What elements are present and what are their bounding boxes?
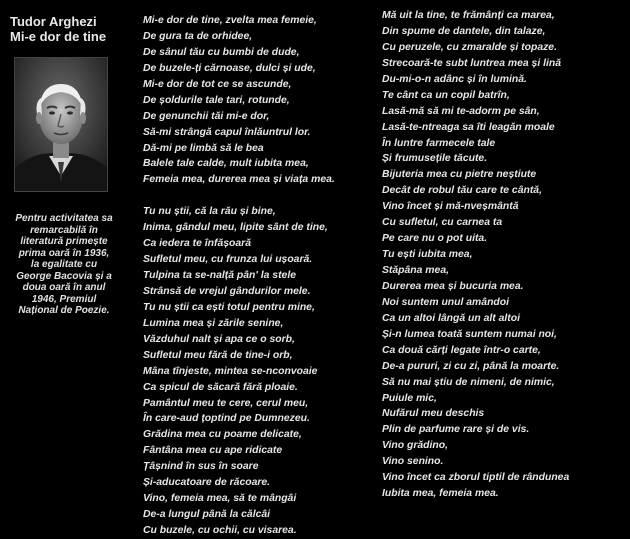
poem-line: Puiule mic, bbox=[382, 392, 437, 404]
poem-line: Nufărul meu deschis bbox=[382, 408, 485, 420]
poem-line: Lumina mea și zările senine, bbox=[143, 317, 284, 329]
poem-line: De sânul tău cu bumbi de dude, bbox=[143, 46, 300, 58]
poem-line: Mâna tînjeste, mintea se-nconvoaie bbox=[143, 365, 318, 377]
poem-line: Tu ești iubita mea, bbox=[382, 249, 473, 261]
poem-line: Balele tale calde, mult iubita mea, bbox=[143, 158, 309, 170]
poem-line: Mi-e dor de tine, zvelta mea femeie, bbox=[143, 15, 317, 26]
poem-line: Și-n lumea toată suntem numai noi, bbox=[382, 328, 557, 340]
poem-line: Cu buzele, cu ochii, cu visarea. bbox=[143, 525, 297, 536]
portrait-image bbox=[15, 58, 107, 191]
poem-line: Te cânt ca un copil batrîn, bbox=[382, 89, 510, 101]
caption-line: remarcabilă în bbox=[30, 224, 98, 236]
poem-line: Noi suntem unul amândoi bbox=[382, 296, 510, 308]
poem-line: Vino, femeia mea, să te mângâi bbox=[143, 493, 297, 505]
poem-line: Vino încet și mă-nveșmântă bbox=[382, 201, 519, 213]
poem-line: Lasă-te-ntreaga sa îti leagăn moale bbox=[382, 121, 555, 133]
poem-line: De-a pururi, zi cu zi, până la moarte. bbox=[382, 360, 560, 372]
poem-column-2 bbox=[382, 8, 569, 502]
poem-line: Plin de parfume rare și de vis. bbox=[382, 424, 530, 436]
poem-line: De buzele-ți cărnoase, dulci și ude, bbox=[143, 62, 316, 74]
caption-line: literatură primește bbox=[20, 236, 108, 247]
poem-line: Ca spicul de săcară fără ploaie. bbox=[143, 381, 298, 393]
poem-line: Cu peruzele, cu zmaralde și topaze. bbox=[382, 41, 557, 53]
poem-line: Femeia mea, durerea mea și viața mea. bbox=[143, 174, 335, 186]
poem-line: Dă-mi pe limbă să le bea bbox=[143, 142, 264, 154]
poem-line: Bijuteria mea cu pietre neștiute bbox=[382, 169, 537, 181]
poem-line: Strânsă de vrejul gândurilor mele. bbox=[143, 285, 311, 297]
stanza-break bbox=[143, 188, 335, 204]
poem-line: Inima, gândul meu, lipite sânt de tine, bbox=[143, 222, 328, 234]
poem-line: Să-mi strângă capul înlăuntrul lor. bbox=[143, 126, 311, 138]
poem-line: Ca două cărți legate într-o carte, bbox=[382, 344, 541, 356]
poem-line: Stăpâna mea, bbox=[382, 265, 449, 276]
poem-line: Din spume de dantele, din talaze, bbox=[382, 25, 546, 37]
caption-line: doua oară în anul bbox=[22, 282, 106, 293]
poem-line: Iubita mea, femeia mea. bbox=[382, 488, 499, 500]
poem-line: Strecoară-te subt luntrea mea și lină bbox=[382, 57, 562, 69]
poem-line: În care-aud țoptind pe Dumnezeu. bbox=[143, 413, 310, 425]
poem-line: Lasă-mă să mi te-adorm pe sân, bbox=[382, 105, 540, 117]
poem-line: Pamântul meu te cere, cerul meu, bbox=[143, 397, 309, 409]
author-name: Tudor Arghezi bbox=[10, 14, 97, 29]
poem-line: Decât de robul tău care te cântă, bbox=[382, 185, 542, 197]
poem-line: Mi-e dor de tot ce se ascunde, bbox=[143, 78, 292, 90]
poem-line: Și frumusețile tăcute. bbox=[382, 153, 488, 165]
caption-line: Pentru activitatea sa bbox=[15, 213, 113, 224]
poem-line: Și-aducatoare de răcoare. bbox=[143, 477, 271, 489]
caption-line: George Bacovia și a bbox=[16, 270, 112, 282]
poem-line: Tu nu știi, că la rău și bine, bbox=[143, 206, 276, 218]
poem-line: Ca un altoi lângă un alt altoi bbox=[382, 312, 520, 324]
poem-line: Vino senino. bbox=[382, 456, 444, 468]
poem-column-1 bbox=[143, 13, 335, 539]
caption-line: 1946, Premiul bbox=[31, 293, 97, 305]
poem-line: De șoldurile tale tari, rotunde, bbox=[143, 94, 290, 106]
poem-line: Să nu mai știu de nimeni, de nimic, bbox=[382, 376, 555, 388]
poem-line: De gura ta de orhidee, bbox=[143, 30, 253, 42]
caption-line: Național de Poezie. bbox=[18, 305, 110, 316]
author-portrait bbox=[14, 57, 108, 192]
poem-line: Vino grădino, bbox=[382, 440, 448, 452]
poem-title: Mi-e dor de tine bbox=[10, 29, 107, 44]
poem-line: Sufletul meu, cu frunza lui ușoară. bbox=[143, 254, 313, 266]
sidebar bbox=[0, 0, 125, 527]
poem-line: De-a lungul până la călcâi bbox=[143, 509, 271, 521]
poem-line: Țâșnind în sus în soare bbox=[143, 461, 259, 473]
poem-line: Du-mi-o-n adânc și în lumină. bbox=[382, 73, 527, 85]
poem-line: Tulpina ta se-nalță pân' la stele bbox=[143, 270, 296, 281]
poem-line: Sufletul meu fără de tine-i orb, bbox=[143, 349, 293, 361]
poem-line: Grădina mea cu poame delicate, bbox=[143, 429, 302, 441]
caption-line: prima oară în 1936, bbox=[18, 247, 110, 259]
poem-line: Tu nu știi ca ești totul pentru mine, bbox=[143, 301, 315, 313]
poem-line: Vino încet ca zborul tiptil de rândunea bbox=[382, 472, 570, 484]
poem-line: În luntre farmecele tale bbox=[382, 137, 496, 149]
author-heading bbox=[10, 14, 106, 44]
poem-line: Fântâna mea cu ape ridicate bbox=[143, 445, 283, 457]
poem-line: Pe care nu o pot uita. bbox=[382, 233, 488, 245]
poem-line: Mă uit la tine, te frămânți ca marea, bbox=[382, 10, 555, 21]
poem-line: Durerea mea și bucuria mea. bbox=[382, 280, 524, 292]
poem-line: Văzduhul nalt și apa ce o sorb, bbox=[143, 333, 295, 345]
biography-caption bbox=[4, 213, 124, 317]
caption-line: la egalitate cu bbox=[30, 259, 98, 270]
poem-line: De genunchii tăi mi-e dor, bbox=[143, 110, 270, 122]
poem-line: Cu sufletul, cu carnea ta bbox=[382, 217, 503, 229]
poem-line: Ca iedera te înfășoară bbox=[143, 238, 251, 250]
